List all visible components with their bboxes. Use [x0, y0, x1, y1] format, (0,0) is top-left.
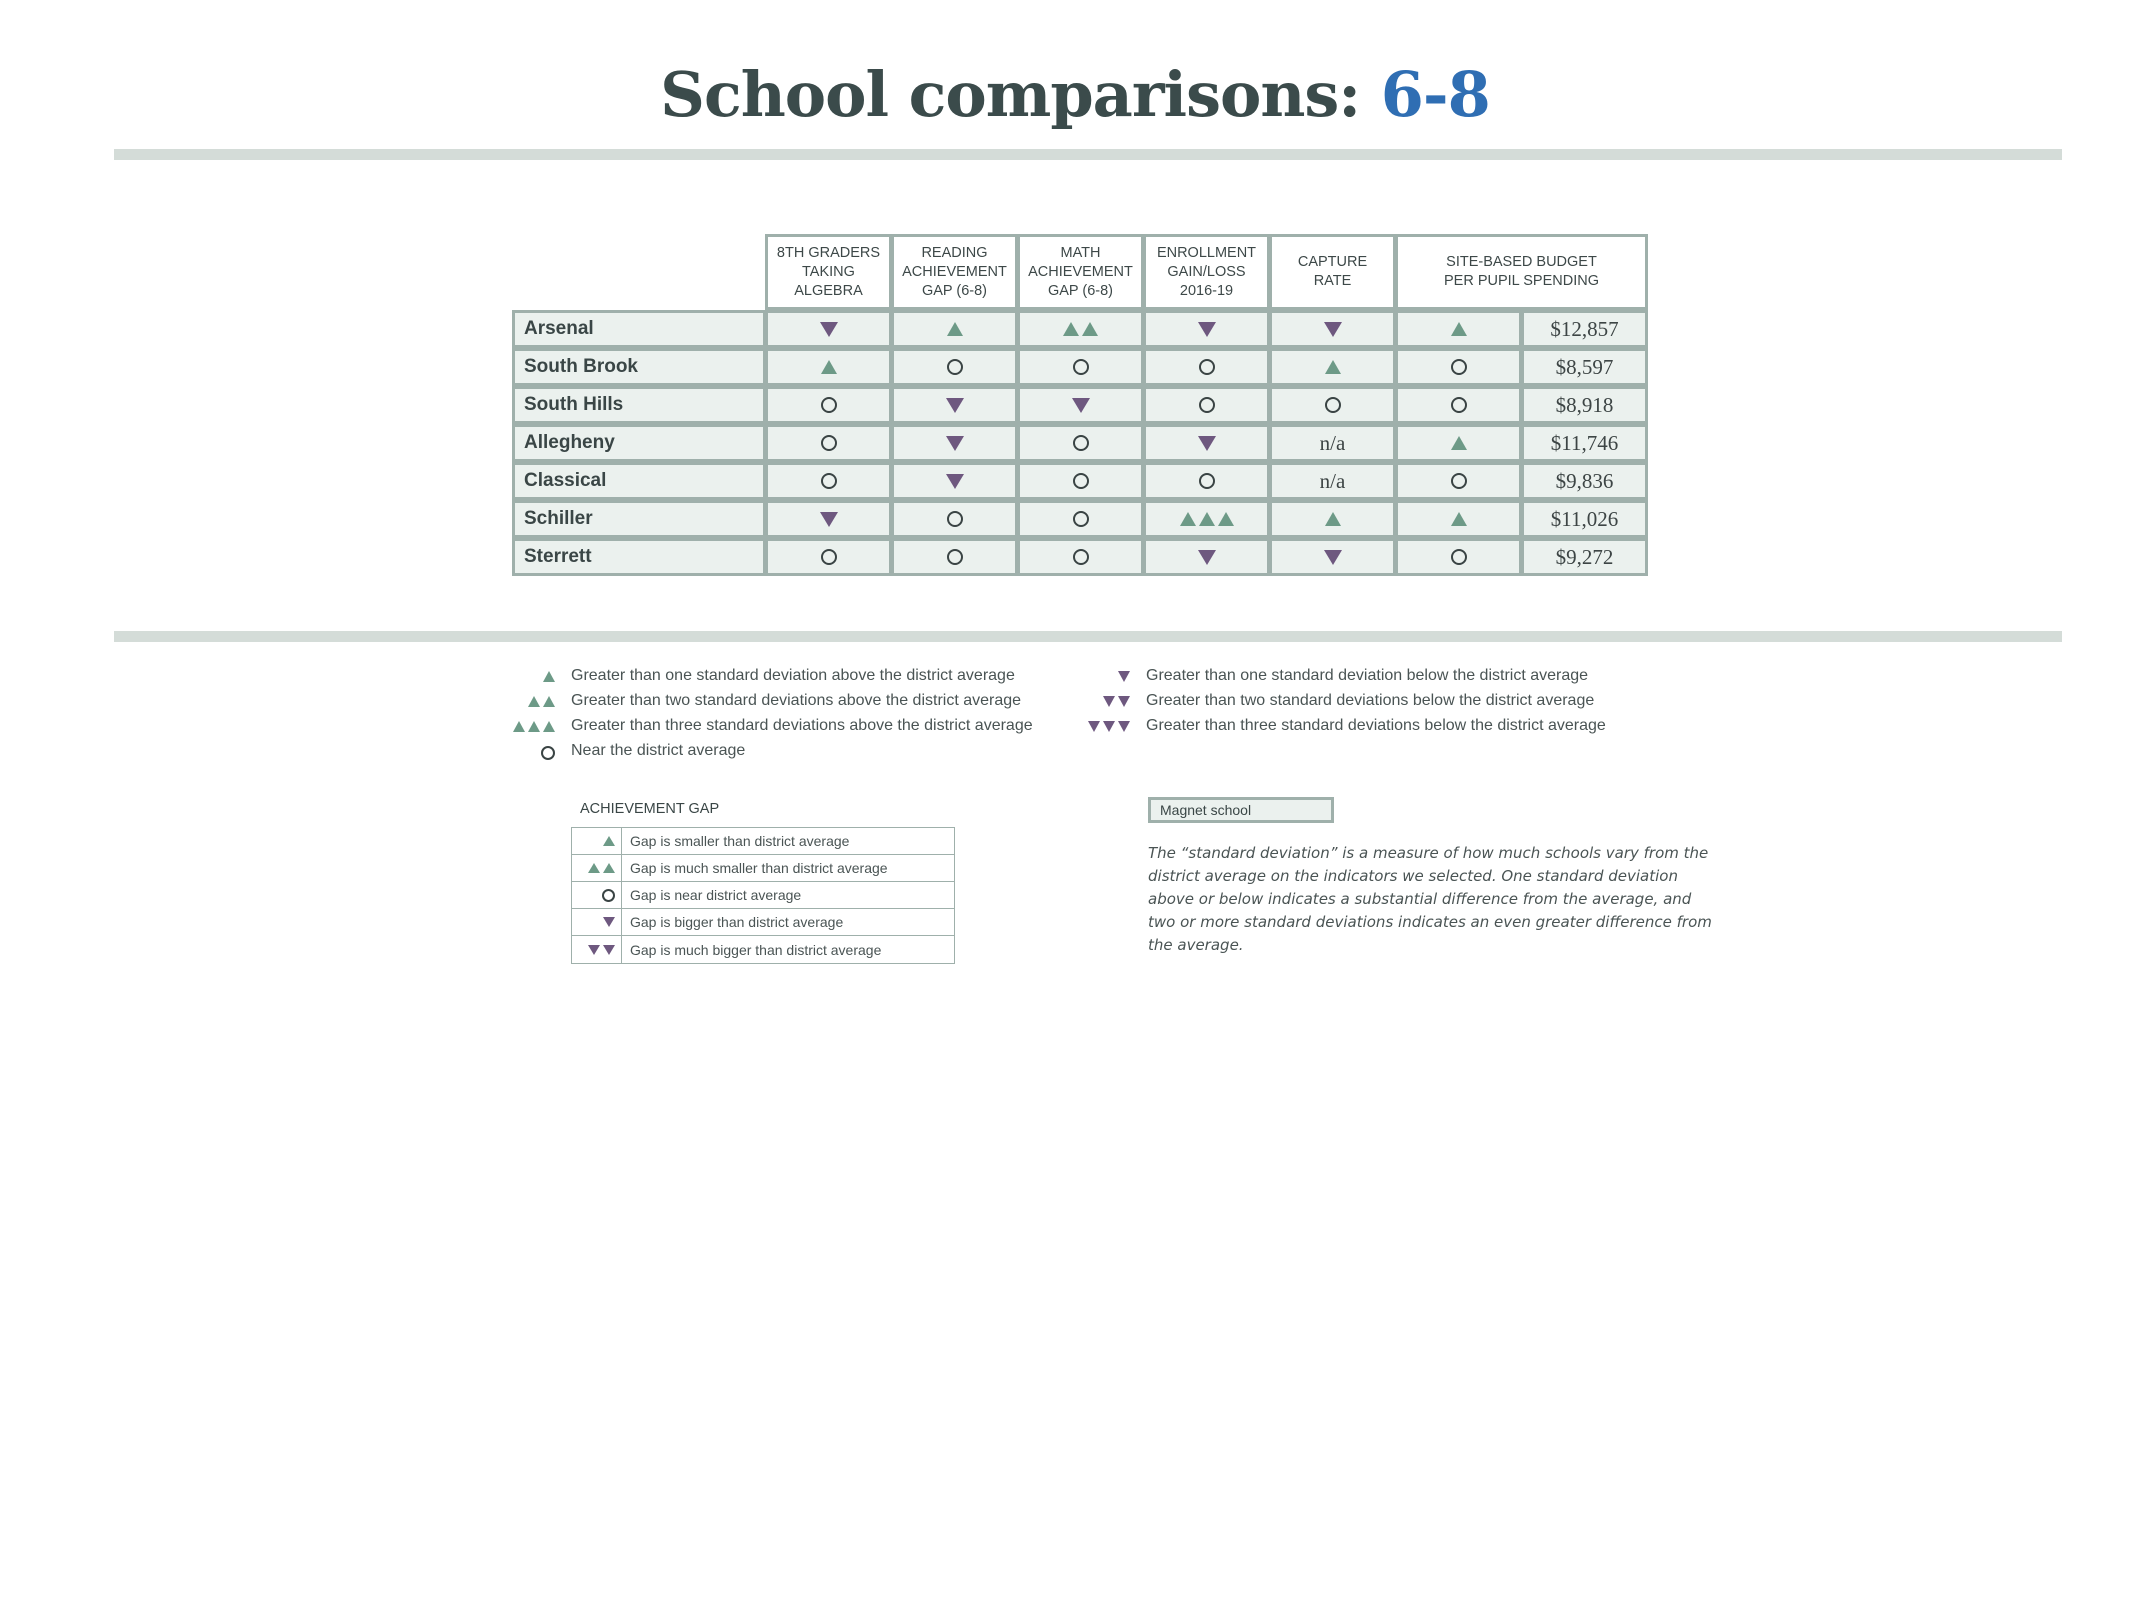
rating-cell: [1143, 348, 1270, 386]
triangle-up-icon: [588, 863, 600, 873]
rating-cell: [891, 538, 1018, 576]
rating-cell: [1143, 310, 1270, 348]
per-pupil-spending: $8,918: [1521, 386, 1648, 424]
legend-text: Greater than one standard deviation below the district average: [1146, 667, 1589, 684]
rating-symbol: [528, 696, 555, 707]
column-header-text: [777, 244, 880, 301]
rating-cell: [1143, 500, 1270, 538]
rating-cell: [1269, 500, 1396, 538]
column-header-line: 2016-19: [1179, 282, 1234, 299]
circle-icon: [947, 359, 963, 375]
rating-cell: [765, 386, 892, 424]
column-header-line: PER PUPIL SPENDING: [1444, 273, 1599, 289]
triangle-up-icon: [1451, 512, 1467, 526]
rating-symbol: [947, 511, 963, 527]
title-main: School comparisons:: [660, 58, 1361, 131]
rating-cell: [1395, 348, 1522, 386]
rating-symbol: [1451, 322, 1467, 336]
triangle-down-icon: [1198, 322, 1216, 337]
rating-cell: [765, 500, 892, 538]
triangle-up-icon: [603, 863, 615, 873]
triangle-down-icon: [588, 945, 600, 955]
title-grade-range: 6-8: [1380, 58, 1490, 131]
triangle-down-icon: [1103, 721, 1115, 732]
triangle-down-icon: [1118, 671, 1130, 682]
rating-cell: [891, 462, 1018, 500]
achievement-gap-key: [571, 827, 955, 964]
legend-text: Greater than two standard deviations above the district average: [571, 692, 1022, 709]
legend-text: Greater than three standard deviations above the district average: [571, 717, 1033, 734]
rating-symbol: [1451, 473, 1467, 489]
rating-cell: [1395, 386, 1522, 424]
rating-cell: [765, 462, 892, 500]
triangle-up-icon: [1180, 512, 1196, 526]
triangle-down-icon: [1324, 550, 1342, 565]
rating-symbol: [1451, 549, 1467, 565]
column-header-line: ACHIEVEMENT: [1028, 263, 1133, 280]
gap-key-text: Gap is near district average: [630, 887, 802, 903]
column-header-text: [1028, 244, 1133, 301]
triangle-down-icon: [1198, 436, 1216, 451]
column-header-line: GAP (6-8): [1047, 282, 1113, 299]
circle-icon: [1451, 397, 1467, 413]
circle-icon: [947, 549, 963, 565]
rating-symbol: [1073, 511, 1089, 527]
rating-symbol: [1451, 512, 1467, 526]
rating-symbol: [1199, 359, 1215, 375]
rating-symbol: [947, 322, 963, 336]
per-pupil-spending: $11,746: [1521, 424, 1648, 462]
rating-symbol: [821, 360, 837, 374]
rating-symbol: [1198, 436, 1216, 451]
gap-key-text: Gap is much smaller than district average: [630, 860, 888, 876]
rating-cell: [1395, 500, 1522, 538]
achievement-gap-title: ACHIEVEMENT GAP: [580, 801, 720, 817]
school-name: Sterrett: [512, 538, 766, 576]
column-header-text: [1157, 244, 1256, 301]
circle-icon: [602, 889, 615, 902]
rating-cell: [1143, 538, 1270, 576]
rating-cell: [891, 386, 1018, 424]
gap-key-text: Gap is smaller than district average: [630, 833, 850, 849]
rating-symbol: [1072, 398, 1090, 413]
triangle-up-icon: [528, 696, 540, 707]
rating-symbol: [821, 549, 837, 565]
rating-symbol: [1073, 435, 1089, 451]
gap-key-row: [572, 855, 954, 882]
gap-key-text: Gap is much bigger than district average: [630, 941, 882, 958]
triangle-down-icon: [1118, 696, 1130, 707]
rating-cell: [891, 310, 1018, 348]
rating-cell: [891, 348, 1018, 386]
rating-cell: [1269, 310, 1396, 348]
rating-symbol: [1451, 359, 1467, 375]
column-header-line: ACHIEVEMENT: [902, 263, 1007, 280]
triangle-up-icon: [1451, 436, 1467, 450]
triangle-up-icon: [543, 671, 555, 682]
rating-symbol: [821, 473, 837, 489]
per-pupil-spending: $11,026: [1521, 500, 1648, 538]
rating-cell: [1017, 538, 1144, 576]
column-header-line: ALGEBRA: [794, 282, 863, 299]
column-header-line: CAPTURE: [1297, 254, 1368, 270]
column-header-line: RATE: [1313, 273, 1352, 289]
rating-cell: [1269, 386, 1396, 424]
triangle-up-icon: [543, 696, 555, 707]
rating-symbol: [1198, 550, 1216, 565]
rating-symbol: [543, 671, 555, 682]
triangle-down-icon: [1088, 721, 1100, 732]
column-header: [891, 234, 1018, 310]
rating-symbol: [572, 936, 622, 963]
circle-icon: [1073, 473, 1089, 489]
column-header: [1269, 234, 1396, 310]
rating-symbol: [946, 398, 964, 413]
triangle-down-icon: [946, 436, 964, 451]
rating-cell: [1143, 424, 1270, 462]
school-name: Arsenal: [512, 310, 766, 348]
circle-icon: [1451, 359, 1467, 375]
circle-icon: [1199, 397, 1215, 413]
rating-cell: [1269, 538, 1396, 576]
column-header-line: ENROLLMENT: [1156, 244, 1257, 261]
legend-text: Greater than one standard deviation above the district average: [571, 667, 1015, 684]
column-header-line: SITE-BASED BUDGET: [1446, 254, 1597, 270]
circle-icon: [1199, 359, 1215, 375]
rating-cell: [765, 538, 892, 576]
circle-icon: [821, 435, 837, 451]
triangle-down-icon: [820, 512, 838, 527]
rating-symbol: [1324, 322, 1342, 337]
circle-icon: [1073, 435, 1089, 451]
school-name: Allegheny: [512, 424, 766, 462]
rating-symbol: [946, 474, 964, 489]
column-header: [1017, 234, 1144, 310]
school-name: Schiller: [512, 500, 766, 538]
triangle-down-icon: [1103, 696, 1115, 707]
rating-cell: [765, 310, 892, 348]
gap-key-row: [572, 909, 954, 936]
column-header-line: GAP (6-8): [921, 282, 987, 299]
circle-icon: [1073, 549, 1089, 565]
page-title: [0, 58, 2150, 131]
column-header-line: 8TH GRADERS: [776, 244, 881, 261]
triangle-down-icon: [1198, 550, 1216, 565]
circle-icon: [1073, 511, 1089, 527]
triangle-up-icon: [603, 836, 615, 846]
rating-cell: [891, 500, 1018, 538]
per-pupil-spending: $12,857: [1521, 310, 1648, 348]
column-header-text: [1444, 253, 1599, 291]
gap-key-text: Gap is bigger than district average: [630, 914, 844, 930]
rating-symbol: [946, 436, 964, 451]
rating-symbol: [820, 512, 838, 527]
circle-icon: [947, 511, 963, 527]
triangle-up-icon: [1082, 322, 1098, 336]
rating-symbol: [1451, 397, 1467, 413]
triangle-up-icon: [1325, 512, 1341, 526]
rating-symbol: [821, 397, 837, 413]
bottom-divider: [114, 631, 2062, 642]
rating-symbol: [1451, 436, 1467, 450]
rating-symbol: [947, 359, 963, 375]
gap-key-row: [572, 882, 954, 909]
circle-icon: [1451, 473, 1467, 489]
rating-symbol: [1073, 473, 1089, 489]
rating-cell: [1395, 538, 1522, 576]
legend-text: Greater than three standard deviations below the district average: [1146, 717, 1606, 734]
rating-cell: [1395, 462, 1522, 500]
triangle-down-icon: [820, 322, 838, 337]
rating-symbol: [572, 909, 622, 935]
rating-cell: [1017, 424, 1144, 462]
triangle-up-icon: [821, 360, 837, 374]
rating-cell: [765, 348, 892, 386]
triangle-up-icon: [1199, 512, 1215, 526]
rating-symbol: [947, 549, 963, 565]
circle-icon: [1073, 359, 1089, 375]
circle-icon: [1325, 397, 1341, 413]
column-header: [1143, 234, 1270, 310]
circle-icon: [821, 549, 837, 565]
rating-cell: [1143, 462, 1270, 500]
triangle-up-icon: [1325, 360, 1341, 374]
rating-cell: [1017, 500, 1144, 538]
triangle-up-icon: [1218, 512, 1234, 526]
column-header-line: MATH: [1060, 244, 1101, 261]
rating-symbol: [1325, 360, 1341, 374]
triangle-down-icon: [603, 917, 615, 927]
rating-cell: [891, 424, 1018, 462]
rating-symbol: [541, 746, 555, 760]
standard-deviation-note: The “standard deviation” is a measure of how much schools vary from the district average on the indicators we selected. One standard deviation above or below indicates a substantial difference from the average, and two or more standard deviations indicates an even greater difference from the average.: [1148, 844, 1712, 954]
rating-cell: [1269, 348, 1396, 386]
circle-icon: [1199, 473, 1215, 489]
rating-symbol: [1063, 322, 1098, 336]
rating-cell: [765, 424, 892, 462]
triangle-down-icon: [1324, 322, 1342, 337]
rating-cell: [1395, 310, 1522, 348]
rating-symbol: [1088, 721, 1130, 732]
rating-cell: [1143, 386, 1270, 424]
per-pupil-spending: $9,272: [1521, 538, 1648, 576]
triangle-up-icon: [1451, 322, 1467, 336]
legend-text: Near the district average: [571, 742, 746, 759]
gap-key-row: [572, 828, 954, 855]
column-header: [765, 234, 892, 310]
circle-icon: [821, 397, 837, 413]
per-pupil-spending: $9,836: [1521, 462, 1648, 500]
rating-symbol: [1325, 512, 1341, 526]
triangle-up-icon: [947, 322, 963, 336]
triangle-down-icon: [1118, 721, 1130, 732]
rating-symbol: [1325, 397, 1341, 413]
rating-symbol: [1198, 322, 1216, 337]
triangle-up-icon: [513, 721, 525, 732]
rating-symbol: [1073, 359, 1089, 375]
rating-cell: n/a: [1269, 424, 1396, 462]
circle-icon: [821, 473, 837, 489]
rating-symbol: [572, 882, 622, 908]
triangle-up-icon: [543, 721, 555, 732]
rating-symbol: [1199, 473, 1215, 489]
rating-cell: [1017, 348, 1144, 386]
top-divider: [114, 149, 2062, 160]
magnet-school-key: Magnet school: [1148, 797, 1334, 823]
rating-cell: [1017, 310, 1144, 348]
triangle-down-icon: [946, 474, 964, 489]
rating-symbol: [1118, 671, 1130, 682]
column-header-line: TAKING: [802, 263, 855, 280]
triangle-down-icon: [603, 945, 615, 955]
triangle-up-icon: [528, 721, 540, 732]
rating-cell: [1017, 386, 1144, 424]
school-name: South Hills: [512, 386, 766, 424]
rating-symbol: [1324, 550, 1342, 565]
rating-symbol: [572, 855, 622, 881]
column-header-line: READING: [921, 244, 988, 261]
triangle-down-icon: [1072, 398, 1090, 413]
rating-symbol: [513, 721, 555, 732]
circle-icon: [1451, 549, 1467, 565]
legend-text: Greater than two standard deviations below the district average: [1146, 692, 1595, 709]
rating-symbol: [1103, 696, 1130, 707]
rating-symbol: [572, 828, 622, 854]
column-header-text: [902, 244, 1007, 301]
rating-symbol: [1199, 397, 1215, 413]
rating-cell: [1017, 462, 1144, 500]
rating-symbol: [820, 322, 838, 337]
rating-cell: n/a: [1269, 462, 1396, 500]
rating-symbol: [1073, 549, 1089, 565]
triangle-down-icon: [946, 398, 964, 413]
per-pupil-spending: $8,597: [1521, 348, 1648, 386]
column-header: [1395, 234, 1648, 310]
rating-cell: [1395, 424, 1522, 462]
school-name: Classical: [512, 462, 766, 500]
triangle-up-icon: [1063, 322, 1079, 336]
school-name: South Brook: [512, 348, 766, 386]
column-header-text: [1298, 253, 1367, 291]
column-header-line: GAIN/LOSS: [1167, 263, 1246, 280]
circle-icon: [541, 746, 555, 760]
rating-symbol: [1180, 512, 1234, 526]
rating-symbol: [821, 435, 837, 451]
gap-key-row: [572, 936, 954, 963]
